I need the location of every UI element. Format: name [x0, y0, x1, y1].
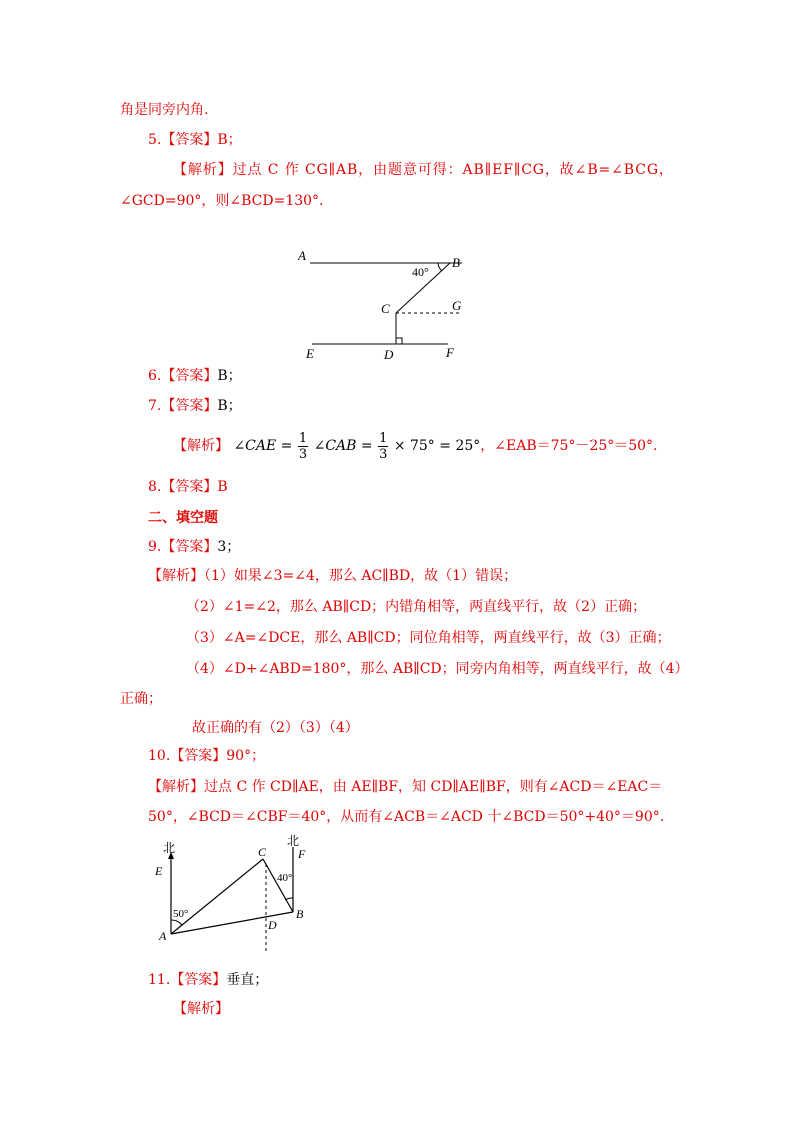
analysis-text: （1）如果∠3=∠4，那么 AC∥BD，故（1）错误；: [204, 568, 518, 584]
answer-line-11: [148, 970, 268, 990]
answer-line-8: [148, 477, 228, 497]
fraction-denominator: 3: [379, 446, 388, 462]
label-c: C: [381, 301, 390, 316]
analysis-formula: [173, 428, 658, 464]
label-north-a: 北: [163, 841, 176, 855]
question-number: 8.: [148, 479, 162, 495]
analysis-line: 50°，∠BCD＝∠CBF＝40°，从而有∠ACB＝∠ACD 十∠BCD＝50°+40°＝90°.: [148, 809, 665, 825]
answer-value: B；: [217, 368, 242, 384]
label-f: F: [446, 345, 454, 360]
label-g: G: [452, 298, 462, 313]
answer-value: B: [217, 479, 228, 495]
answer-line-9: [148, 537, 240, 557]
answer-tag: 【答案】: [161, 368, 218, 384]
answer-value: 3；: [217, 539, 241, 555]
analysis-line: 正确；: [120, 691, 162, 707]
question-number: 9.: [148, 539, 162, 555]
label-e: E: [155, 864, 163, 878]
right-angle-mark: [396, 338, 402, 344]
answer-tag: 【答案】: [161, 132, 218, 148]
answer-value: B；: [217, 398, 242, 414]
analysis-tag: 【解析】: [173, 1001, 229, 1017]
question-number: 5.: [148, 132, 162, 148]
label-angle: 40°: [412, 265, 429, 279]
analysis-line: [148, 566, 517, 586]
text-line: 角是同旁内角.: [120, 102, 209, 118]
analysis-tag: 【解析】: [148, 568, 204, 584]
label-e: E: [306, 346, 314, 361]
analysis-line: （3）∠A=∠DCE，那么 AB∥CD；同位角相等，两直线平行，故（3）正确；: [186, 630, 671, 646]
line-cb: [263, 859, 293, 912]
label-d: D: [384, 347, 394, 362]
answer-tag: 【答案】: [161, 398, 218, 414]
answer-line-6: [148, 366, 242, 386]
answer-tag: 【答案】: [170, 972, 227, 988]
analysis-tag: 【解析】: [173, 438, 229, 454]
section-heading: 二、填空题: [148, 510, 218, 526]
label-d: D: [268, 918, 277, 932]
label-a: A: [159, 929, 167, 943]
answer-line-5: [148, 130, 242, 150]
analysis-line: 【解析】过点 C 作 CG∥AB，由题意可得：AB∥EF∥CG，故∠B=∠BCG，: [173, 162, 674, 178]
label-f: F: [298, 847, 306, 861]
answer-tag: 【答案】: [170, 748, 227, 764]
question-number: 11.: [148, 972, 171, 988]
question-number: 7.: [148, 398, 162, 414]
label-b: B: [452, 255, 460, 270]
figure-parallel-lines: [290, 240, 480, 365]
label-c: C: [258, 845, 267, 859]
fraction: [298, 431, 308, 462]
math-expr: ∠CAE =: [233, 438, 293, 454]
answer-tag: 【答案】: [161, 479, 218, 495]
answer-value: 垂直；: [226, 972, 269, 988]
fraction-numerator: 1: [298, 430, 308, 446]
line-ac: [171, 859, 263, 934]
analysis-line: [148, 777, 662, 797]
question-number: 6.: [148, 368, 162, 384]
fraction-denominator: 3: [298, 446, 308, 462]
analysis-tag: 【解析】: [148, 779, 204, 795]
label-north-b: 北: [287, 834, 300, 848]
analysis-line: （2）∠1=∠2，那么 AB∥CD；内错角相等，两直线平行，故（2）正确；: [186, 599, 647, 615]
angle-arc-b: [285, 898, 293, 900]
answer-value: B；: [217, 132, 242, 148]
angle-arc-a: [171, 920, 182, 925]
answer-line-7: [148, 396, 242, 416]
label-b: B: [296, 907, 304, 921]
angle-arc-b: [438, 263, 442, 271]
label-a: A: [298, 248, 306, 263]
fraction: [378, 431, 388, 462]
analysis-line: （4）∠D+∠ABD=180°，那么 AB∥CD；同旁内角相等，两直线平行，故（4）: [186, 661, 689, 677]
analysis-text: 过点 C 作 CD∥AE，由 AE∥BF，知 CD∥AE∥BF，则有∠ACD＝∠EAC＝: [204, 779, 663, 795]
analysis-tail: ，∠EAB＝75°－25°＝50°.: [480, 438, 658, 454]
label-angle-a: 50°: [173, 908, 189, 920]
math-expr: × 75° = 25°: [393, 438, 481, 454]
analysis-line: 故正确的有（2）（3）（4）: [192, 720, 359, 736]
math-expr: ∠CAB =: [313, 438, 373, 454]
label-angle-b: 40°: [277, 872, 293, 884]
answer-tag: 【答案】: [161, 539, 218, 555]
fraction-numerator: 1: [379, 430, 388, 446]
answer-line-10: [148, 746, 265, 766]
analysis-line: ∠GCD=90°，则∠BCD=130°.: [120, 193, 324, 209]
answer-value: 90°；: [226, 748, 266, 764]
question-number: 10.: [148, 748, 171, 764]
figure-direction-triangle: [150, 830, 320, 960]
